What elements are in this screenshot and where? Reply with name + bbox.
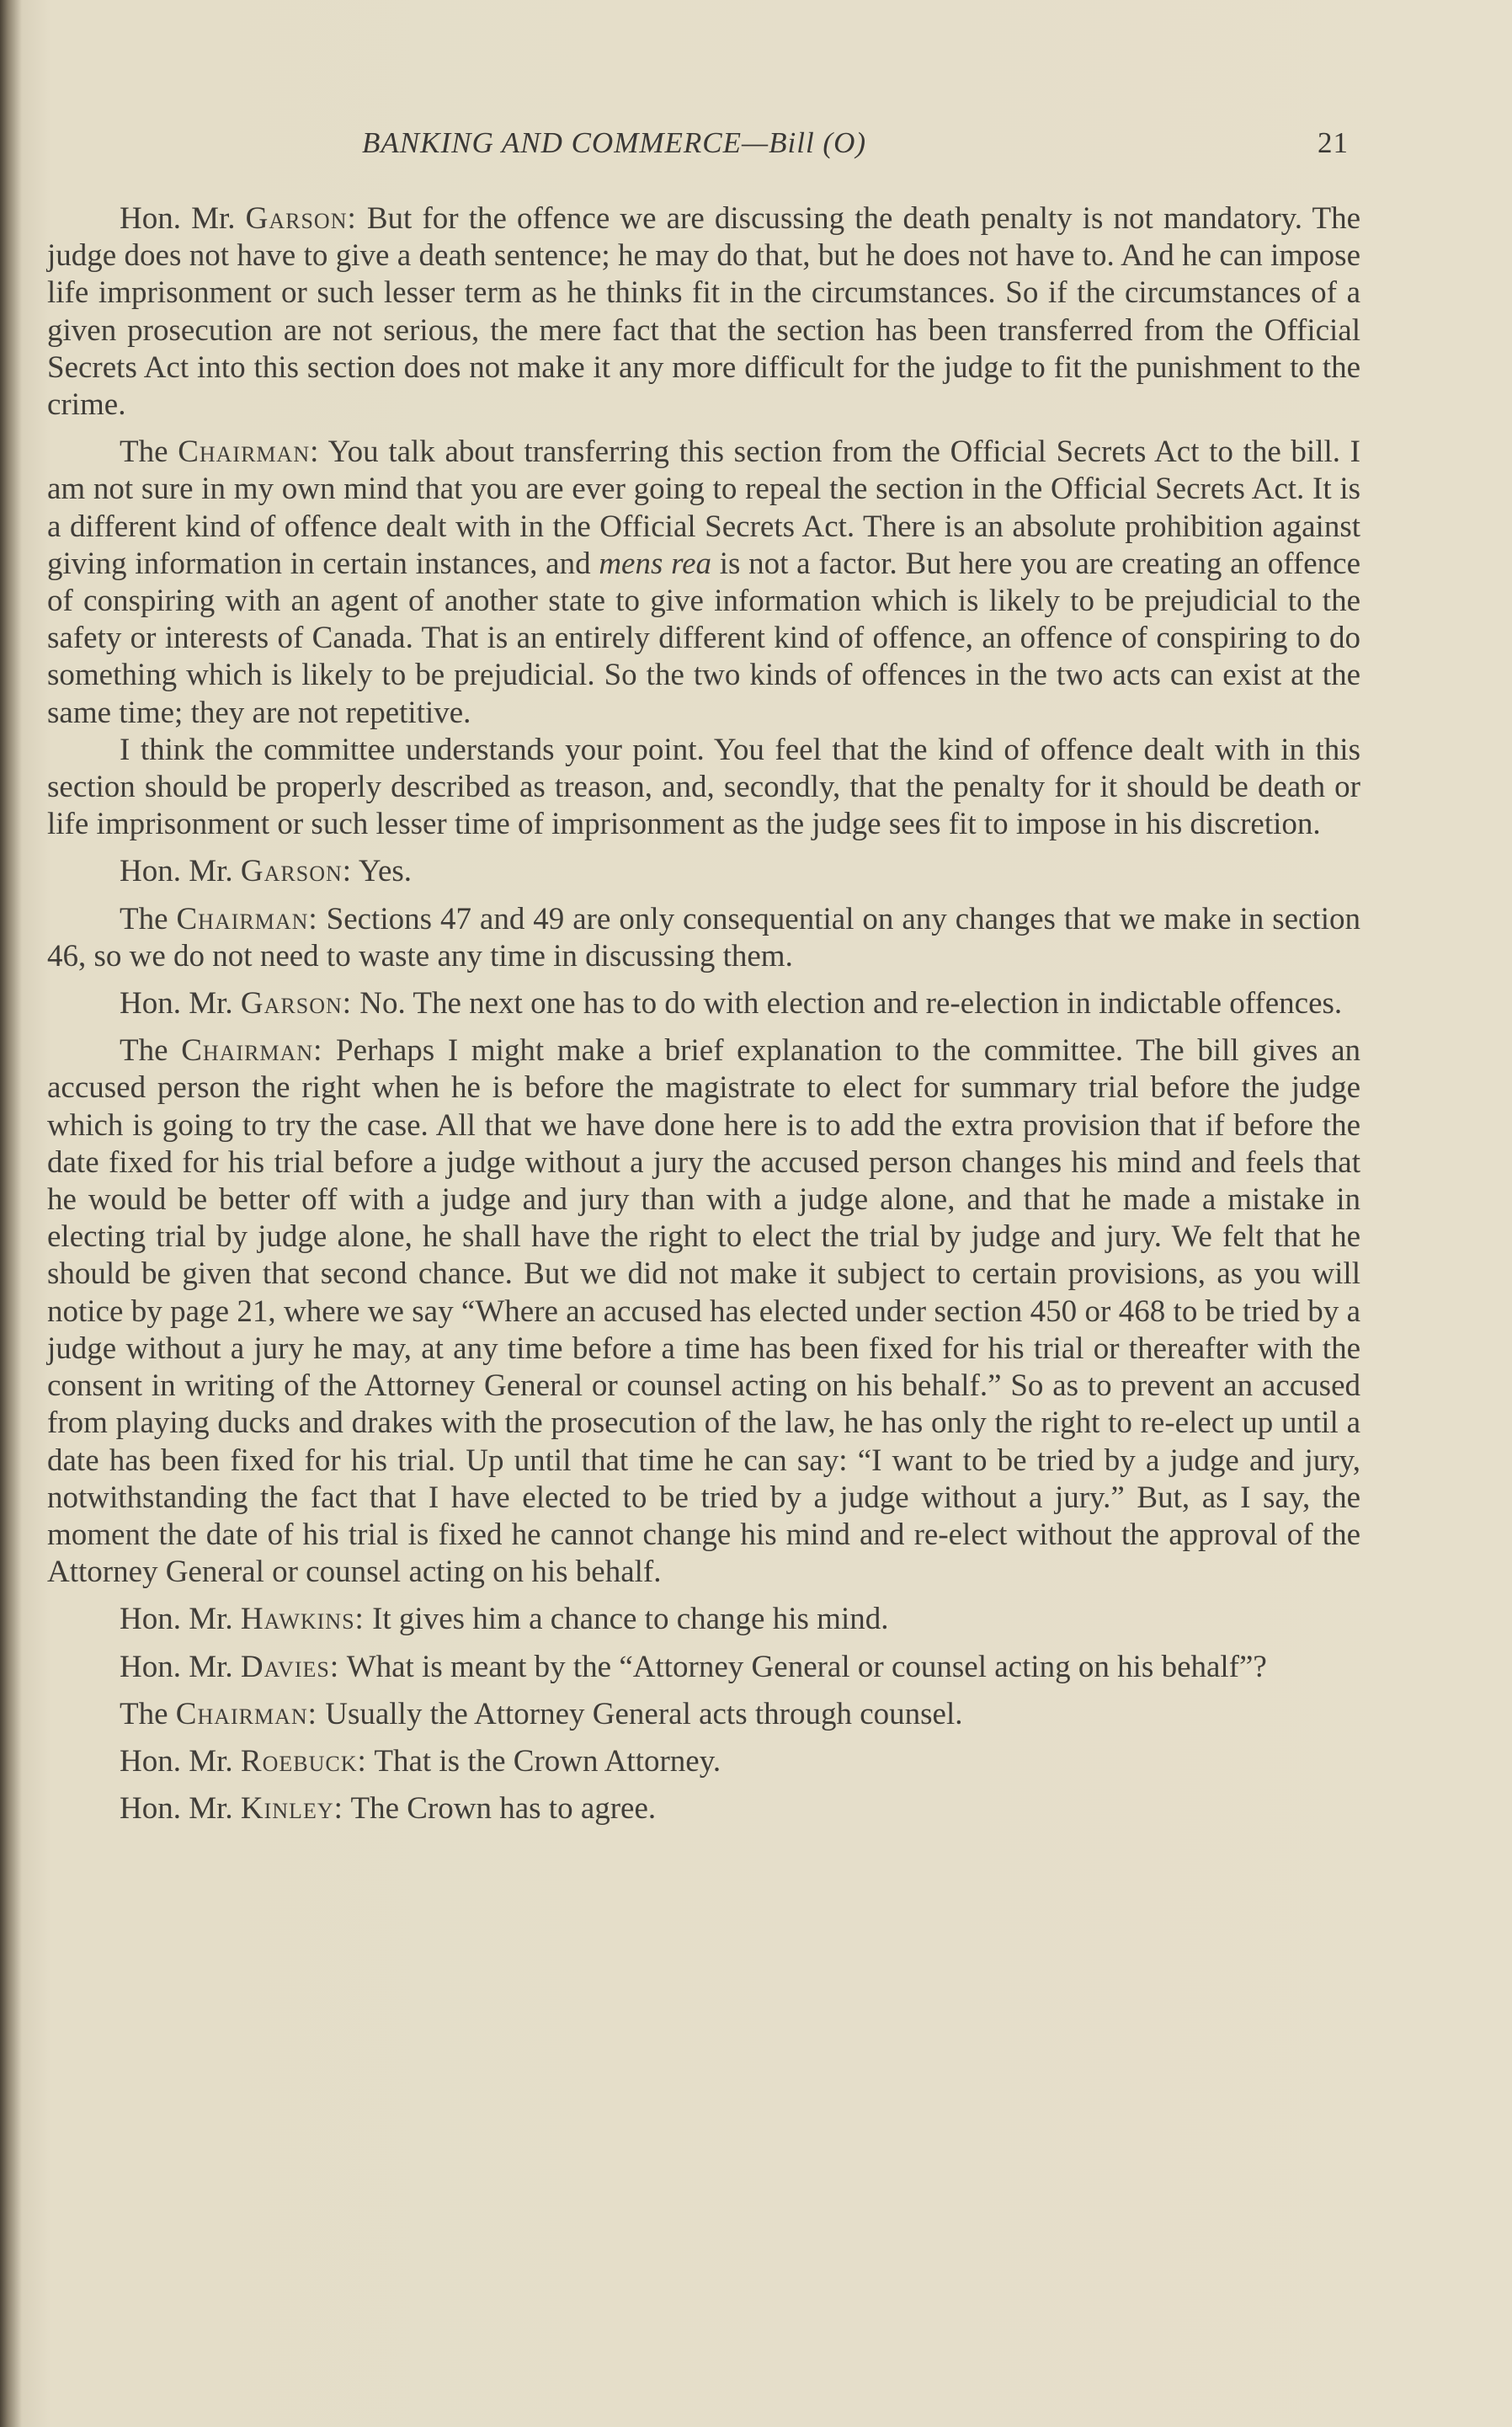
speaker-name: Chairman: bbox=[175, 1696, 317, 1731]
honorific: Hon. Mr. bbox=[120, 1791, 241, 1827]
honorific: Hon. Mr. bbox=[120, 201, 246, 236]
paragraph-chairman-official-secrets bbox=[47, 434, 1360, 732]
italic-term: mens rea bbox=[599, 546, 712, 581]
transcript-body bbox=[47, 200, 1360, 1827]
speaker-name: Kinley: bbox=[240, 1791, 343, 1827]
speaker-name: Hawkins: bbox=[240, 1602, 365, 1637]
paragraph-text: No. The next one has to do with election and re-election in indictable offences. bbox=[352, 986, 1343, 1021]
paragraph-text: That is the Crown Attorney. bbox=[366, 1743, 721, 1779]
honorific: The bbox=[120, 435, 178, 470]
honorific: The bbox=[120, 901, 177, 936]
paragraph-hawkins bbox=[47, 1601, 1360, 1638]
speaker-name: Davies: bbox=[240, 1649, 340, 1684]
honorific: Hon. Mr. bbox=[120, 854, 241, 889]
speaker-name: Garson: bbox=[245, 201, 357, 236]
paragraph-garson-election bbox=[47, 985, 1360, 1022]
page-header bbox=[0, 126, 1512, 168]
honorific: Hon. Mr. bbox=[120, 1649, 241, 1684]
paragraph-garson-death-penalty bbox=[47, 200, 1360, 424]
paragraph-text: What is meant by the “Attorney General or counsel acting on his behalf”? bbox=[339, 1649, 1267, 1684]
speaker-name: Garson: bbox=[240, 854, 353, 889]
paragraph-text: Usually the Attorney General acts through counsel. bbox=[317, 1696, 963, 1731]
speaker-name: Chairman: bbox=[178, 435, 320, 470]
honorific: The bbox=[120, 1033, 182, 1069]
paragraph-garson-yes bbox=[47, 853, 1360, 890]
paragraph-chairman-counsel bbox=[47, 1696, 1360, 1733]
paragraph-davies bbox=[47, 1649, 1360, 1686]
paragraph-text: Sections 47 and 49 are only consequential on any changes that we make in section 46, so we do not need to waste any time in discussing them. bbox=[47, 901, 1360, 973]
honorific: The bbox=[120, 1696, 176, 1731]
paragraph-kinley bbox=[47, 1790, 1360, 1827]
honorific: Hon. Mr. bbox=[120, 1743, 241, 1779]
paragraph-text: Perhaps I might make a brief explanation to the committee. The bill gives an accused person the right when he is before the magistrate to elect for summary trial before the judge which is going to try the case. All that we have done here is to add the extra provision that if before the date fixed for his trial before a judge without a jury the accused person changes his mind and feels that he would be better off with a judge and jury than with a judge alone, and that he made a mistake in electing trial by judge alone, he shall have the right to elect the trial by judge and jury. We felt that he should be given that second chance. But we did not make it subject to certain provisions, as you will notice by page 21, where we say “Where an accused has elected under section 450 or 468 to be tried by a judge without a jury he may, at any time before a time has been fixed for his trial or thereafter with the consent in writing of the Attorney General or counsel acting on his behalf.” So as to prevent an accused from playing ducks and drakes with the prosecution of the law, he has only the right to re-elect up until a date has been fixed for his trial. Up until that time he can say: “I want to be tried by a judge and jury, notwithstanding the fact that I have elected to be tried by a judge without a jury.” But, as I say, the moment the date of his trial is fixed he cannot change his mind and re-elect without the approval of the Attorney General or counsel acting on his behalf. bbox=[47, 1033, 1360, 1590]
paragraph-text: I think the committee understands your point. You feel that the kind of offence dealt with in this section should be properly described as treason, and, secondly, that the penalty for it should be death or life imprisonment or such lesser time of imprisonment as the judge sees fit to impose in his discretion. bbox=[47, 732, 1360, 842]
paragraph-text: It gives him a chance to change his mind. bbox=[364, 1602, 889, 1637]
paragraph-text: You talk about transferring this section from the Official Secrets Act to the bill. I am not sure in my own mind that you are ever going to repeal the section in the Official Secrets Act. It is a different kind of offence dealt with in the Official Secrets Act. There is an absolute prohibition against giving information in certain instances, and bbox=[47, 435, 1360, 581]
paragraph-roebuck bbox=[47, 1743, 1360, 1780]
speaker-name: Roebuck: bbox=[240, 1743, 367, 1779]
running-title: BANKING AND COMMERCE—Bill (O) bbox=[362, 126, 867, 159]
paragraph-text: Yes. bbox=[352, 854, 413, 889]
paragraph-text: The Crown has to agree. bbox=[343, 1791, 657, 1827]
honorific: Hon. Mr. bbox=[120, 986, 241, 1021]
speaker-name: Garson: bbox=[240, 986, 353, 1021]
speaker-name: Chairman: bbox=[176, 901, 318, 936]
paragraph-chairman-explanation bbox=[47, 1032, 1360, 1591]
paragraph-chairman-treason bbox=[47, 732, 1360, 844]
page-number: 21 bbox=[1318, 126, 1349, 159]
honorific: Hon. Mr. bbox=[120, 1602, 241, 1637]
paragraph-text: But for the offence we are discussing the death penalty is not mandatory. The judge does not have to give a death sentence; he may do that, but he does not have to. And he can impose life imprisonment or such lesser term as he thinks fit in the circumstances. So if the circumstances of a given prosecution are not serious, the mere fact that the section has been transferred from the Official Secrets Act into this section does not make it any more difficult for the judge to fit the punishment to the crime. bbox=[47, 201, 1360, 423]
paragraph-text-continued: is not a factor. But here you are creating an offence of conspiring with an agent of another state to give information which is likely to be prejudicial to the safety or interests of Canada. That is an entirely different kind of offence, an offence of conspiring to do something which is likely to be prejudicial. So the two kinds of offences in the two acts can exist at the same time; they are not repetitive. bbox=[47, 546, 1360, 730]
speaker-name: Chairman: bbox=[181, 1033, 323, 1069]
paragraph-chairman-sections bbox=[47, 901, 1360, 975]
